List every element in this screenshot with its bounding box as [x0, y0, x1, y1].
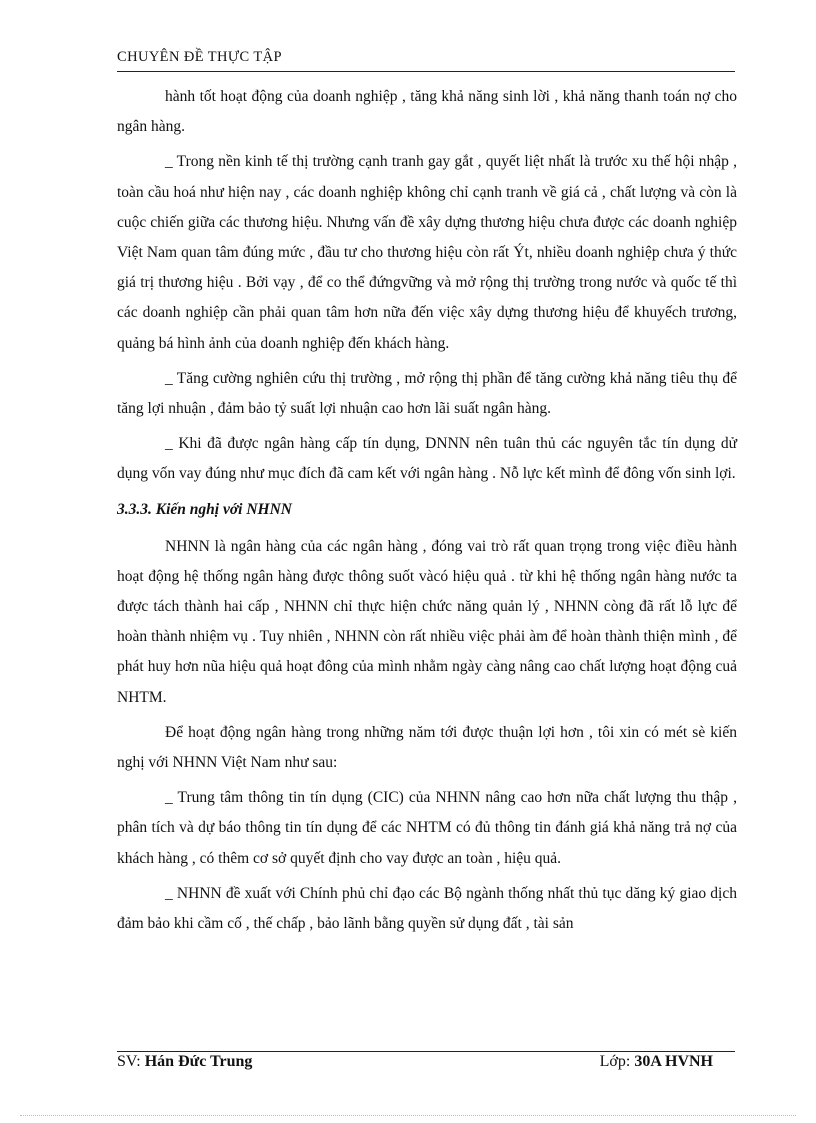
paragraph: _ Trong nền kinh tế thị trường cạnh tranh gay gắt , quyết liệt nhất là trước xu thế hội nhập , toàn cầu hoá như hiện nay , các doanh nghiệp không chỉ cạnh tranh về giá cả , chất lượng và còn là cuộc chiến giữa các thương hiệu. Nhưng vấn đề xây dựng thương hiệu chưa được các doanh nghiệp Việt Nam quan tâm đúng mức , đầu tư cho thương hiệu còn rất Ýt, nhiều doanh nghiệp chưa ý thức giá trị thương hiệu . Bởi vạy , để co thể đứngvững và mở rộng thị trường trong nước và quốc tế thì các doanh nghiệp cần phải quan tâm hơn nữa đến việc xây dựng thương hiệu để khuyếch trương, quảng bá hình ảnh của doanh nghiệp đến khách hàng.: [117, 153, 737, 352]
document-body: [117, 82, 737, 944]
page-boundary: [20, 1115, 796, 1116]
section-heading: 3.3.3. Kiến nghị với NHNN: [117, 500, 292, 518]
paragraph: _ Trung tâm thông tin tín dụng (CIC) của NHNN nâng cao hơn nữa chất lượng thu thập , phân tích và dự báo thông tin tín dụng để các NHTM có đủ thông tin đánh giá khả năng trả nợ của khách hàng , có thêm cơ sở quyết định cho vay được an toàn , hiệu quả.: [117, 789, 737, 867]
class-label: Lớp:: [599, 1053, 631, 1070]
paragraph: hành tốt hoạt động của doanh nghiệp , tăng khả năng sinh lời , khả năng thanh toán nợ cho ngân hàng.: [117, 88, 737, 136]
student-name: Hán Đức Trung: [144, 1053, 253, 1070]
header-title: CHUYÊN ĐỀ THỰC TẬP: [117, 49, 282, 65]
paragraph: _ Khi đã được ngân hàng cấp tín dụng, DNNN nên tuân thủ các nguyên tắc tín dụng dử dụng vốn vay đúng như mục đích đã cam kết với ngân hàng . Nỗ lực kết mình để đông vốn sinh lợi.: [117, 435, 737, 483]
footer-divider: [117, 1051, 735, 1052]
page-header: [117, 49, 735, 66]
paragraph: NHNN là ngân hàng của các ngân hàng , đóng vai trò rất quan trọng trong việc điều hành hoạt động hệ thống ngân hàng được thông suốt vàcó hiệu quả . từ khi hệ thống ngân hàng nước ta được tách thành hai cấp , NHNN chỉ thực hiện chức năng quản lý , NHNN còng đã rất lỗ lực để hoàn thành nhiệm vụ . Tuy nhiên , NHNN còn rất nhiều việc phải àm để hoàn thành thiện mình , để phát huy hơn nũa hiệu quả hoạt đông của mình nhằm ngày càng nâng cao chất lượng hoạt động cuả NHTM.: [117, 537, 737, 706]
student-label: SV:: [117, 1053, 141, 1070]
class-name: 30A HVNH: [634, 1053, 713, 1070]
footer-student: [117, 1053, 252, 1071]
paragraph: Để hoạt động ngân hàng trong những năm tới được thuận lợi hơn , tôi xin có mét sè kiến nghị với NHNN Việt Nam như sau:: [117, 723, 737, 772]
paragraph: _ NHNN đề xuất với Chính phủ chỉ đạo các Bộ ngành thống nhất thủ tục dăng ký giao dịch đảm bảo khi cầm cố , thế chấp , bảo lãnh bằng quyền sử dụng đất , tài sản: [117, 884, 737, 933]
paragraph: _ Tăng cường nghiên cứu thị trường , mở rộng thị phần để tăng cường khả năng tiêu thụ để tăng lợi nhuận , đảm bảo tỷ suất lợi nhuận cao hơn lãi suất ngân hàng.: [117, 369, 737, 418]
header-divider: [117, 71, 735, 72]
footer-class: [600, 1053, 713, 1071]
